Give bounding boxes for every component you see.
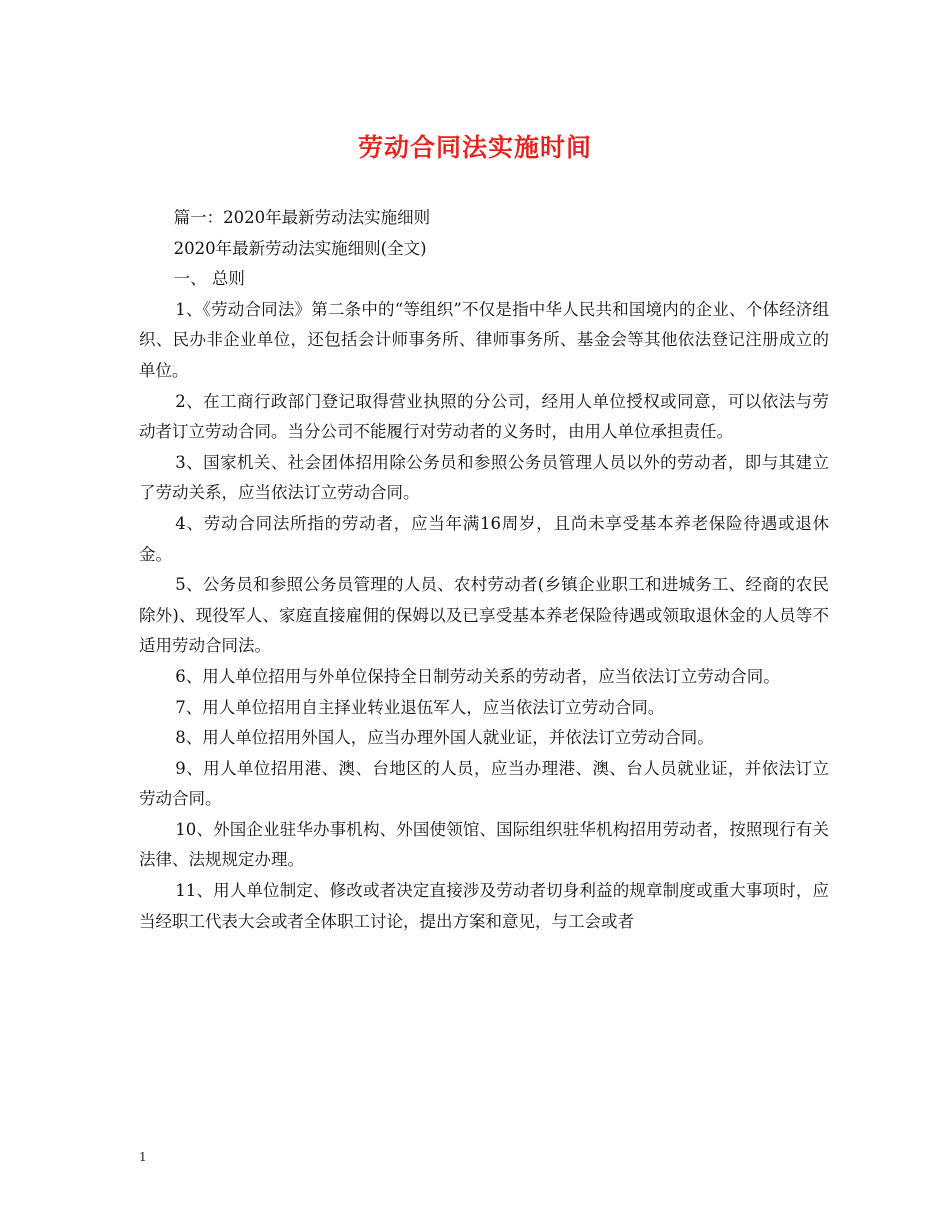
page-number: 1	[139, 1150, 147, 1164]
paragraph-item-3: 3、国家机关、社会团体招用除公务员和参照公务员管理人员以外的劳动者，即与其建立了劳动关系，应当依法订立劳动合同。	[139, 452, 829, 503]
paragraph-subtitle: 2020年最新劳动法实施细则(全文)	[173, 238, 427, 258]
paragraph-item-2: 2、在工商行政部门登记取得营业执照的分公司，经用人单位授权或同意，可以依法与劳动者订立劳动合同。当分公司不能履行对劳动者的义务时，由用人单位承担责任。	[139, 391, 829, 442]
document-body	[139, 203, 829, 937]
paragraph-item-7: 7、用人单位招用自主择业转业退伍军人，应当依法订立劳动合同。	[175, 697, 665, 717]
paragraph-item-6: 6、用人单位招用与外单位保持全日制劳动关系的劳动者，应当依法订立劳动合同。	[175, 666, 780, 686]
paragraph-item-4: 4、劳动合同法所指的劳动者，应当年满16周岁，且尚未享受基本养老保险待遇或退休金。	[139, 513, 829, 564]
paragraph-item-8: 8、用人单位招用外国人，应当办理外国人就业证，并依法订立劳动合同。	[175, 728, 714, 748]
paragraph-item-11: 11、用人单位制定、修改或者决定直接涉及劳动者切身利益的规章制度或重大事项时，应当经职工代表大会或者全体职工讨论，提出方案和意见，与工会或者	[139, 881, 829, 931]
paragraph-item-5: 5、公务员和参照公务员管理的人员、农村劳动者(乡镇企业职工和进城务工、经商的农民除外)、现役军人、家庭直接雇佣的保姆以及已享受基本养老保险待遇或领取退休金的人员等不适用劳动合同法。	[139, 575, 829, 656]
paragraph-section-heading: 篇一：2020年最新劳动法实施细则	[173, 208, 431, 227]
paragraph-item-1: 1、《劳动合同法》第二条中的“等组织”不仅是指中华人民共和国境内的企业、个体经济组织、民办非企业单位，还包括会计师事务所、律师事务所、基金会等其他依法登记注册成立的单位。	[139, 299, 829, 380]
paragraph-item-9: 9、用人单位招用港、澳、台地区的人员，应当办理港、澳、台人员就业证，并依法订立劳动合同。	[139, 758, 829, 809]
paragraph-item-10: 10、外国企业驻华办事机构、外国使领馆、国际组织驻华机构招用劳动者，按照现行有关法律、法规规定办理。	[139, 819, 829, 870]
paragraph-chapter-heading: 一、 总则	[173, 269, 245, 289]
document-title: 劳动合同法实施时间	[357, 133, 592, 162]
